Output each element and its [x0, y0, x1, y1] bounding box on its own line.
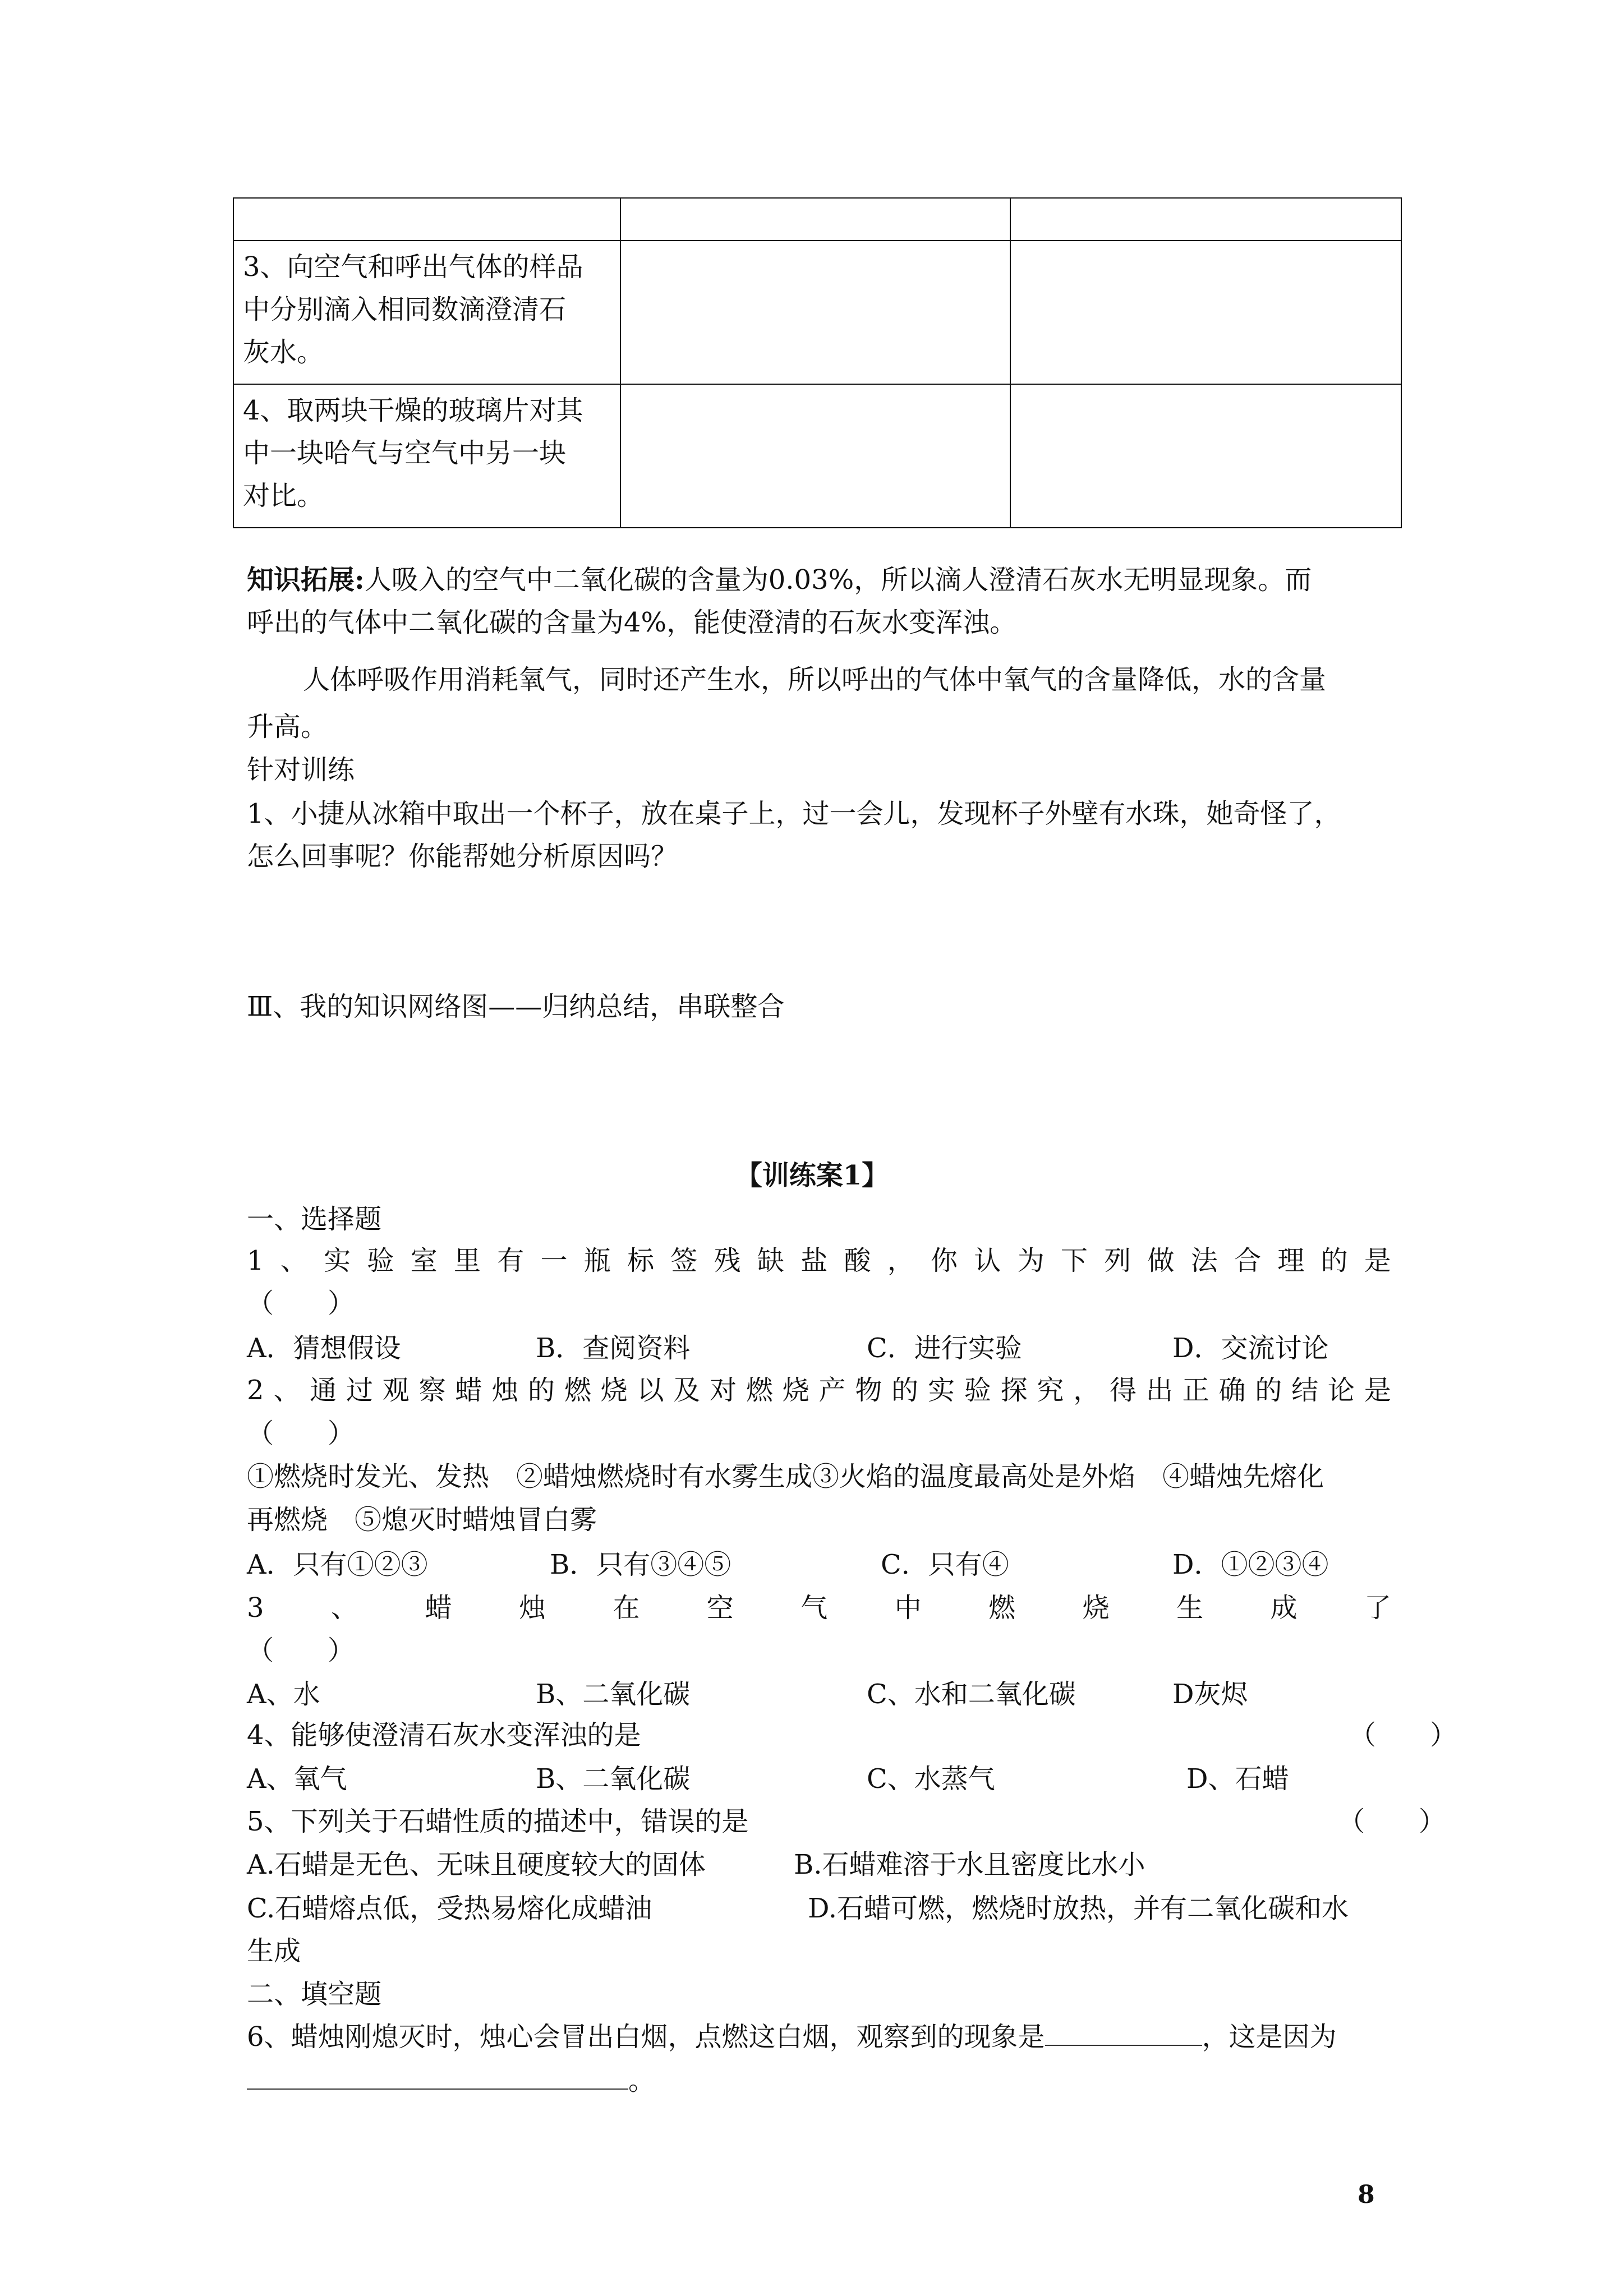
- q3-stem: [247, 1587, 1391, 1629]
- cell-line: 对比。: [243, 480, 324, 511]
- stem-char: 、: [273, 1375, 301, 1406]
- stem-char: 里: [453, 1245, 481, 1276]
- stem-char: 做: [1147, 1245, 1175, 1276]
- stem-char: 以: [637, 1375, 664, 1406]
- section-fill-heading: 二、填空题: [247, 1979, 382, 2010]
- stem-char: 缺: [757, 1245, 784, 1276]
- stem-char: 气: [801, 1592, 828, 1624]
- stem-char: 为: [1017, 1245, 1045, 1276]
- stem-char: 下: [1060, 1245, 1088, 1276]
- network-heading: Ⅲ、我的知识网络图——归纳总结，串联整合: [247, 991, 785, 1022]
- exercise-title-text: 【训练案1】: [735, 1160, 889, 1191]
- page-number: 8: [1358, 2180, 1375, 2209]
- table-cell: [1010, 241, 1401, 384]
- q6-text-part1: 6、蜡烛刚熄灭时，烛心会冒出白烟，点燃这白烟，观察到的现象是: [247, 2021, 1045, 2053]
- q5-option-b: B.石蜡难溶于水且密度比水小: [794, 1849, 1145, 1880]
- exercise-title: [0, 1154, 1624, 1197]
- stem-char: 对: [710, 1375, 737, 1406]
- stem-char: 是: [1364, 1245, 1391, 1276]
- table-row: [233, 198, 1401, 241]
- stem-char: 过: [346, 1375, 373, 1406]
- stem-char: 瓶: [583, 1245, 611, 1276]
- cell-line: 4、取两块干燥的玻璃片对其: [243, 395, 583, 426]
- stem-char: 实: [927, 1375, 955, 1406]
- stem-char: 列: [1104, 1245, 1131, 1276]
- q5-stem: 5、下列关于石蜡性质的描述中，错误的是: [247, 1806, 749, 1837]
- stem-char: 残: [714, 1245, 741, 1276]
- q2-option-d: D．①②③④: [1172, 1549, 1329, 1580]
- knowledge-line-3: 人体呼吸作用消耗氧气，同时还产生水，所以呼出的气体中氧气的含量降低，水的含量: [303, 664, 1327, 695]
- stem-char: 是: [1364, 1375, 1391, 1406]
- knowledge-line-2: 呼出的气体中二氧化碳的含量为4%，能使澄清的石灰水变浑浊。: [247, 607, 1017, 638]
- q1-stem: [247, 1239, 1391, 1282]
- stem-char: 蜡: [455, 1375, 482, 1406]
- q3-option-a: A、水: [247, 1679, 320, 1710]
- knowledge-line-1: [247, 559, 1312, 601]
- table-row: [233, 241, 1401, 384]
- stem-char: 酸: [844, 1245, 871, 1276]
- training-q1-line-1: 1、小捷从冰箱中取出一个杯子，放在桌子上，过一会儿，发现杯子外壁有水珠，她奇怪了，: [247, 798, 1341, 829]
- cell-line: 中分别滴入相同数滴澄清石: [243, 294, 567, 325]
- stem-char: 一: [540, 1245, 568, 1276]
- q2-stem: [247, 1369, 1391, 1412]
- stem-char: 烧: [1082, 1592, 1110, 1624]
- stem-char: ，: [1073, 1375, 1101, 1406]
- stem-char: 的: [1321, 1245, 1348, 1276]
- stem-char: 燃: [564, 1375, 591, 1406]
- table-cell: [620, 241, 1010, 384]
- table-cell: [620, 384, 1010, 528]
- stem-char: 验: [367, 1245, 394, 1276]
- q3-option-c: C、水和二氧化碳: [867, 1679, 1076, 1710]
- stem-char: 了: [1364, 1592, 1391, 1624]
- q3-answer-paren: （ ）: [247, 1635, 355, 1666]
- stem-char: 实: [324, 1245, 351, 1276]
- stem-char: 物: [855, 1375, 882, 1406]
- table-cell: [233, 198, 620, 241]
- q6-line-1: [247, 2016, 1337, 2058]
- cell-line: 灰水。: [243, 336, 324, 368]
- q6-blank-1[interactable]: [1045, 2022, 1202, 2046]
- q5-option-d: D.石蜡可燃，燃烧时放热，并有二氧化碳和水: [808, 1893, 1349, 1924]
- q6-text-end: 。: [628, 2065, 656, 2096]
- stem-char: 察: [418, 1375, 446, 1406]
- stem-char: 3: [247, 1592, 264, 1624]
- q5-option-d-cont: 生成: [247, 1935, 301, 1967]
- q3-option-d: D灰烬: [1172, 1679, 1248, 1710]
- q4-option-b: B、二氧化碳: [536, 1763, 691, 1795]
- table-cell-step-3: [233, 241, 620, 384]
- q1-option-b: B．查阅资料: [536, 1333, 691, 1364]
- stem-char: 烛: [518, 1592, 546, 1624]
- q4-answer-paren: （ ）: [1349, 1719, 1457, 1751]
- stem-char: 生: [1176, 1592, 1204, 1624]
- cell-line: 3、向空气和呼出气体的样品: [243, 251, 583, 283]
- stem-char: 在: [613, 1592, 640, 1624]
- q1-answer-paren: （ ）: [247, 1288, 355, 1319]
- stem-char: 究: [1037, 1375, 1064, 1406]
- stem-char: 认: [974, 1245, 1001, 1276]
- stem-char: 1: [247, 1245, 264, 1276]
- table-cell: [1010, 384, 1401, 528]
- stem-char: 得: [1110, 1375, 1137, 1406]
- table-cell-step-4: [233, 384, 620, 528]
- stem-char: 中: [894, 1592, 922, 1624]
- stem-char: 的: [528, 1375, 555, 1406]
- q1-option-a: A．猜想假设: [247, 1333, 401, 1364]
- stem-char: 燃: [746, 1375, 773, 1406]
- experiment-table: [233, 197, 1402, 528]
- stem-char: 通: [310, 1375, 337, 1406]
- stem-char: 法: [1190, 1245, 1218, 1276]
- q6-text-part2: ，这是因为: [1202, 2021, 1337, 2053]
- stem-char: 烧: [600, 1375, 628, 1406]
- stem-char: 签: [670, 1245, 698, 1276]
- stem-char: 合: [1234, 1245, 1262, 1276]
- q2-option-a: A．只有①②③: [247, 1549, 428, 1580]
- q2-statements-line-1: ①燃烧时发光、发热 ②蜡烛燃烧时有水雾生成③火焰的温度最高处是外焰 ④蜡烛先熔化: [247, 1461, 1324, 1492]
- q4-option-a: A、氧气: [247, 1763, 347, 1795]
- stem-char: 有: [497, 1245, 525, 1276]
- training-q1-line-2: 怎么回事呢？你能帮她分析原因吗？: [247, 841, 678, 872]
- section-choice-heading: 一、选择题: [247, 1204, 382, 1235]
- stem-char: 烧: [782, 1375, 809, 1406]
- q5-answer-paren: （ ）: [1338, 1806, 1446, 1837]
- stem-char: 探: [1000, 1375, 1028, 1406]
- stem-char: 标: [627, 1245, 655, 1276]
- table-cell: [1010, 198, 1401, 241]
- q1-option-d: D．交流讨论: [1172, 1333, 1329, 1364]
- q2-option-c: C．只有④: [881, 1549, 1009, 1580]
- stem-char: 空: [706, 1592, 734, 1624]
- stem-char: 产: [818, 1375, 846, 1406]
- stem-char: 的: [1255, 1375, 1282, 1406]
- stem-char: 及: [673, 1375, 701, 1406]
- stem-char: 盐: [801, 1245, 828, 1276]
- stem-char: 结: [1291, 1375, 1319, 1406]
- q1-option-c: C．进行实验: [867, 1333, 1022, 1364]
- stem-char: 观: [382, 1375, 410, 1406]
- knowledge-text: 人吸入的空气中二氧化碳的含量为0.03%，所以滴人澄清石灰水无明显现象。而: [364, 564, 1312, 596]
- knowledge-label: 知识拓展:: [247, 564, 365, 596]
- q2-option-b: B．只有③④⑤: [550, 1549, 732, 1580]
- knowledge-line-4: 升高。: [247, 711, 328, 743]
- stem-char: 正: [1182, 1375, 1209, 1406]
- stem-char: 理: [1277, 1245, 1305, 1276]
- cell-line: 中一块哈气与空气中另一块: [243, 437, 567, 469]
- stem-char: 、: [280, 1245, 307, 1276]
- q5-option-a: A.石蜡是无色、无味且硬度较大的固体: [247, 1849, 706, 1880]
- q4-option-d: D、石蜡: [1186, 1763, 1289, 1795]
- q4-option-c: C、水蒸气: [867, 1763, 995, 1795]
- stem-char: 烛: [491, 1375, 519, 1406]
- q2-answer-paren: （ ）: [247, 1418, 355, 1449]
- stem-char: 室: [410, 1245, 438, 1276]
- stem-char: 的: [891, 1375, 919, 1406]
- stem-char: 确: [1218, 1375, 1246, 1406]
- stem-char: 2: [247, 1375, 264, 1406]
- stem-char: 蜡: [425, 1592, 452, 1624]
- stem-char: ，: [887, 1245, 914, 1276]
- training-heading: 针对训练: [247, 754, 355, 786]
- table-row: [233, 384, 1401, 528]
- q5-option-c: C.石蜡熔点低，受热易熔化成蜡油: [247, 1893, 652, 1924]
- q2-statements-line-2: 再燃烧 ⑤熄灭时蜡烛冒白雾: [247, 1504, 597, 1536]
- q6-line-2: [247, 2059, 655, 2102]
- stem-char: 你: [931, 1245, 958, 1276]
- q4-stem: 4、能够使澄清石灰水变浑浊的是: [247, 1719, 641, 1751]
- q3-option-b: B、二氧化碳: [536, 1679, 691, 1710]
- stem-char: 成: [1270, 1592, 1298, 1624]
- table-cell: [620, 198, 1010, 241]
- stem-char: 论: [1327, 1375, 1355, 1406]
- stem-char: 、: [330, 1592, 358, 1624]
- q6-blank-2[interactable]: [247, 2066, 628, 2090]
- stem-char: 验: [964, 1375, 991, 1406]
- stem-char: 燃: [988, 1592, 1016, 1624]
- stem-char: 出: [1145, 1375, 1173, 1406]
